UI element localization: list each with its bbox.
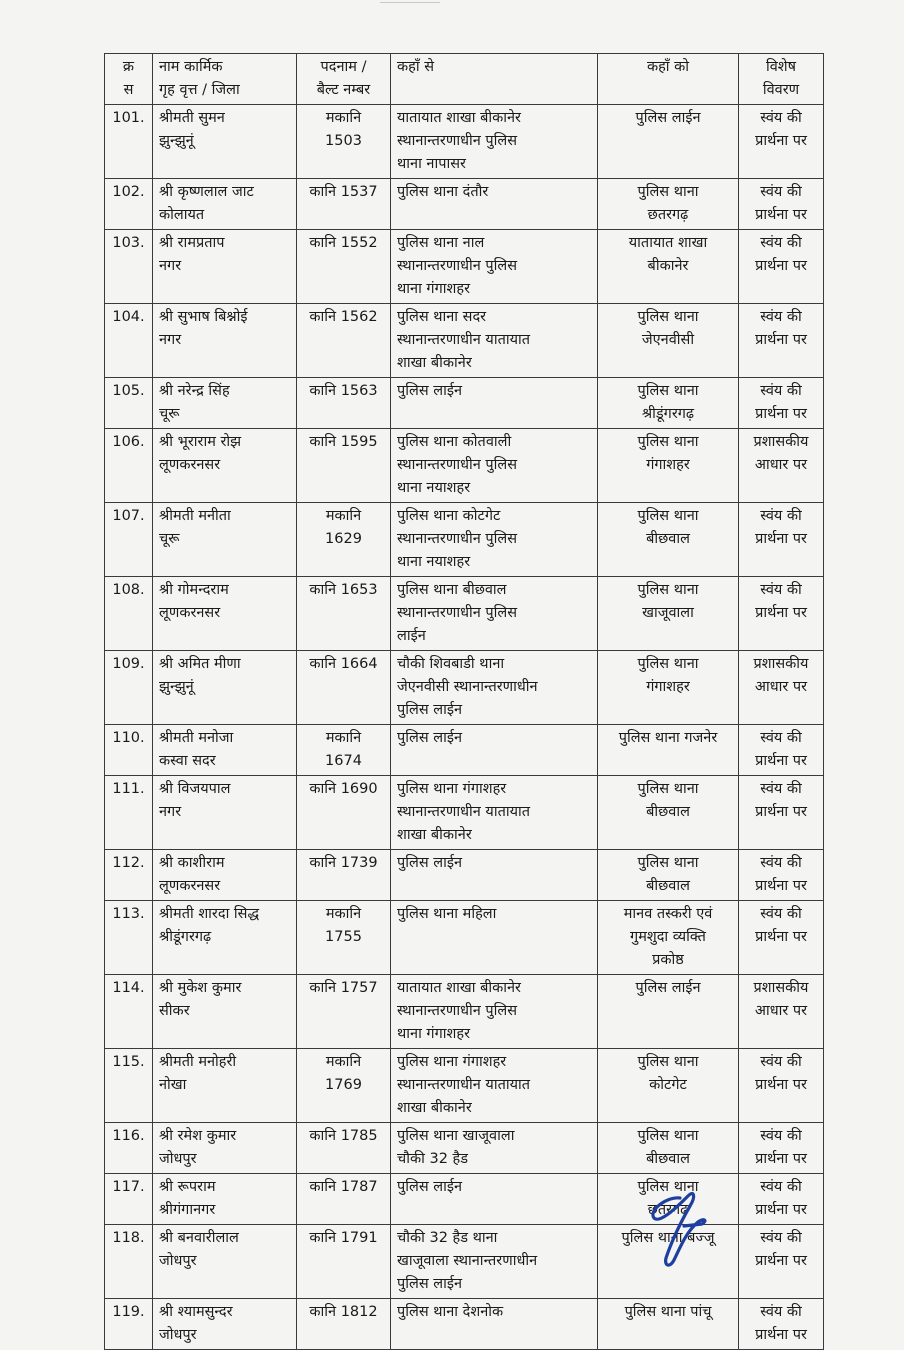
cell-remarks: स्वंय की प्रार्थना पर bbox=[739, 1225, 824, 1299]
cell-post: मकानि 1769 bbox=[297, 1049, 391, 1123]
cell-to: यातायात शाखा बीकानेर bbox=[598, 230, 739, 304]
table-row bbox=[105, 651, 824, 725]
cell-name: श्री विजयपाल नगर bbox=[153, 776, 297, 850]
cell-post: कानि 1595 bbox=[297, 429, 391, 503]
cell-to: पुलिस थाना छतरगढ़ bbox=[598, 179, 739, 230]
cell-to: पुलिस थाना जेएनवीसी bbox=[598, 304, 739, 378]
cell-from: पुलिस थाना गंगाशहर स्थानान्तरणाधीन यातायात शाखा बीकानेर bbox=[391, 1049, 598, 1123]
cell-sn: 108. bbox=[105, 577, 153, 651]
table-row bbox=[105, 179, 824, 230]
cell-sn: 115. bbox=[105, 1049, 153, 1123]
cell-sn: 113. bbox=[105, 901, 153, 975]
cell-sn: 104. bbox=[105, 304, 153, 378]
cell-remarks: प्रशासकीय आधार पर bbox=[739, 975, 824, 1049]
cell-to: पुलिस लाईन bbox=[598, 975, 739, 1049]
cell-to: पुलिस थाना गंगाशहर bbox=[598, 429, 739, 503]
cell-remarks: स्वंय की प्रार्थना पर bbox=[739, 378, 824, 429]
table-row bbox=[105, 577, 824, 651]
header-row bbox=[105, 54, 824, 105]
cell-sn: 110. bbox=[105, 725, 153, 776]
cell-name: श्रीमती मनीता चूरू bbox=[153, 503, 297, 577]
cell-name: श्री भूराराम रोझ लूणकरनसर bbox=[153, 429, 297, 503]
cell-to: पुलिस थाना कोटगेट bbox=[598, 1049, 739, 1123]
transfer-table bbox=[104, 53, 824, 1350]
cell-post: कानि 1757 bbox=[297, 975, 391, 1049]
header-remarks: विशेष विवरण bbox=[739, 54, 824, 105]
cell-to: पुलिस थाना बीछवाल bbox=[598, 1123, 739, 1174]
table-row bbox=[105, 378, 824, 429]
cell-post: कानि 1563 bbox=[297, 378, 391, 429]
cell-sn: 111. bbox=[105, 776, 153, 850]
cell-to: पुलिस थाना बीछवाल bbox=[598, 503, 739, 577]
cell-from: पुलिस थाना महिला bbox=[391, 901, 598, 975]
cell-post: कानि 1537 bbox=[297, 179, 391, 230]
cell-post: कानि 1739 bbox=[297, 850, 391, 901]
cell-sn: 117. bbox=[105, 1174, 153, 1225]
cell-remarks: स्वंय की प्रार्थना पर bbox=[739, 230, 824, 304]
cell-from: यातायात शाखा बीकानेर स्थानान्तरणाधीन पुलिस थाना नापासर bbox=[391, 105, 598, 179]
header-to: कहाँ को bbox=[598, 54, 739, 105]
cell-post: कानि 1653 bbox=[297, 577, 391, 651]
cell-name: श्री रामप्रताप नगर bbox=[153, 230, 297, 304]
cell-sn: 106. bbox=[105, 429, 153, 503]
cell-from: पुलिस थाना गंगाशहर स्थानान्तरणाधीन यातायात शाखा बीकानेर bbox=[391, 776, 598, 850]
table-row bbox=[105, 503, 824, 577]
cell-to: पुलिस थाना बज्जू bbox=[598, 1225, 739, 1299]
cell-name: श्री रमेश कुमार जोधपुर bbox=[153, 1123, 297, 1174]
cell-sn: 101. bbox=[105, 105, 153, 179]
cell-from: पुलिस थाना नाल स्थानान्तरणाधीन पुलिस थाना गंगाशहर bbox=[391, 230, 598, 304]
cell-name: श्री श्यामसुन्दर जोधपुर bbox=[153, 1299, 297, 1350]
cell-from: पुलिस लाईन bbox=[391, 378, 598, 429]
cell-name: श्री अमित मीणा झुन्झुनूं bbox=[153, 651, 297, 725]
table-row bbox=[105, 304, 824, 378]
scan-mark bbox=[380, 2, 440, 9]
cell-from: पुलिस लाईन bbox=[391, 850, 598, 901]
header-sn: क्र स bbox=[105, 54, 153, 105]
cell-post: कानि 1562 bbox=[297, 304, 391, 378]
cell-remarks: स्वंय की प्रार्थना पर bbox=[739, 725, 824, 776]
cell-name: श्री नरेन्द्र सिंह चूरू bbox=[153, 378, 297, 429]
header-from: कहाँ से bbox=[391, 54, 598, 105]
cell-name: श्री सुभाष बिश्नोई नगर bbox=[153, 304, 297, 378]
cell-remarks: प्रशासकीय आधार पर bbox=[739, 651, 824, 725]
cell-from: चौकी शिवबाडी थाना जेएनवीसी स्थानान्तरणाधीन पुलिस लाईन bbox=[391, 651, 598, 725]
table-row bbox=[105, 850, 824, 901]
cell-from: पुलिस थाना कोतवाली स्थानान्तरणाधीन पुलिस थाना नयाशहर bbox=[391, 429, 598, 503]
cell-name: श्री रूपराम श्रीगंगानगर bbox=[153, 1174, 297, 1225]
cell-to: पुलिस थाना छतरगढ़ bbox=[598, 1174, 739, 1225]
cell-name: श्रीमती मनोहरी नोखा bbox=[153, 1049, 297, 1123]
table-row bbox=[105, 776, 824, 850]
cell-post: कानि 1552 bbox=[297, 230, 391, 304]
cell-sn: 116. bbox=[105, 1123, 153, 1174]
cell-sn: 107. bbox=[105, 503, 153, 577]
cell-from: पुलिस थाना सदर स्थानान्तरणाधीन यातायात शाखा बीकानेर bbox=[391, 304, 598, 378]
table-row bbox=[105, 105, 824, 179]
cell-to: पुलिस थाना गजनेर bbox=[598, 725, 739, 776]
cell-remarks: प्रशासकीय आधार पर bbox=[739, 429, 824, 503]
cell-to: पुलिस थाना पांचू bbox=[598, 1299, 739, 1350]
cell-sn: 119. bbox=[105, 1299, 153, 1350]
cell-from: चौकी 32 हैड थाना खाजूवाला स्थानान्तरणाधीन पुलिस लाईन bbox=[391, 1225, 598, 1299]
table-row bbox=[105, 230, 824, 304]
cell-remarks: स्वंय की प्रार्थना पर bbox=[739, 1299, 824, 1350]
cell-to: पुलिस थाना खाजूवाला bbox=[598, 577, 739, 651]
cell-post: कानि 1791 bbox=[297, 1225, 391, 1299]
cell-to: पुलिस लाईन bbox=[598, 105, 739, 179]
table-row bbox=[105, 901, 824, 975]
cell-to: पुलिस थाना गंगाशहर bbox=[598, 651, 739, 725]
header-post: पदनाम / बैल्ट नम्बर bbox=[297, 54, 391, 105]
cell-post: कानि 1690 bbox=[297, 776, 391, 850]
cell-from: पुलिस थाना दंतौर bbox=[391, 179, 598, 230]
cell-from: पुलिस थाना देशनोक bbox=[391, 1299, 598, 1350]
cell-from: पुलिस थाना बीछवाल स्थानान्तरणाधीन पुलिस लाईन bbox=[391, 577, 598, 651]
cell-to: पुलिस थाना बीछवाल bbox=[598, 850, 739, 901]
cell-remarks: स्वंय की प्रार्थना पर bbox=[739, 105, 824, 179]
cell-name: श्रीमती सुमन झुन्झुनूं bbox=[153, 105, 297, 179]
cell-post: मकानि 1629 bbox=[297, 503, 391, 577]
cell-sn: 109. bbox=[105, 651, 153, 725]
cell-remarks: स्वंय की प्रार्थना पर bbox=[739, 304, 824, 378]
cell-post: कानि 1664 bbox=[297, 651, 391, 725]
table-row bbox=[105, 725, 824, 776]
table-row bbox=[105, 1299, 824, 1350]
cell-post: कानि 1787 bbox=[297, 1174, 391, 1225]
cell-from: पुलिस थाना कोटगेट स्थानान्तरणाधीन पुलिस थाना नयाशहर bbox=[391, 503, 598, 577]
cell-remarks: स्वंय की प्रार्थना पर bbox=[739, 179, 824, 230]
cell-from: पुलिस थाना खाजूवाला चौकी 32 हैड bbox=[391, 1123, 598, 1174]
cell-sn: 112. bbox=[105, 850, 153, 901]
table-row bbox=[105, 429, 824, 503]
cell-to: पुलिस थाना श्रीडूंगरगढ़ bbox=[598, 378, 739, 429]
cell-remarks: स्वंय की प्रार्थना पर bbox=[739, 850, 824, 901]
cell-name: श्री गोमन्दराम लूणकरनसर bbox=[153, 577, 297, 651]
cell-post: कानि 1785 bbox=[297, 1123, 391, 1174]
cell-name: श्रीमती शारदा सिद्ध श्रीडूंगरगढ़ bbox=[153, 901, 297, 975]
cell-remarks: स्वंय की प्रार्थना पर bbox=[739, 1174, 824, 1225]
table-row bbox=[105, 1123, 824, 1174]
table-row bbox=[105, 975, 824, 1049]
cell-sn: 102. bbox=[105, 179, 153, 230]
cell-sn: 105. bbox=[105, 378, 153, 429]
header-name: नाम कार्मिक गृह वृत्त / जिला bbox=[153, 54, 297, 105]
cell-from: पुलिस लाईन bbox=[391, 1174, 598, 1225]
table-row bbox=[105, 1049, 824, 1123]
cell-remarks: स्वंय की प्रार्थना पर bbox=[739, 1123, 824, 1174]
cell-post: मकानि 1674 bbox=[297, 725, 391, 776]
cell-post: मकानि 1755 bbox=[297, 901, 391, 975]
cell-post: मकानि 1503 bbox=[297, 105, 391, 179]
cell-from: यातायात शाखा बीकानेर स्थानान्तरणाधीन पुलिस थाना गंगाशहर bbox=[391, 975, 598, 1049]
cell-to: पुलिस थाना बीछवाल bbox=[598, 776, 739, 850]
cell-name: श्री कृष्णलाल जाट कोलायत bbox=[153, 179, 297, 230]
cell-remarks: स्वंय की प्रार्थना पर bbox=[739, 577, 824, 651]
cell-post: कानि 1812 bbox=[297, 1299, 391, 1350]
cell-to: मानव तस्करी एवं गुमशुदा व्यक्ति प्रकोष्ठ bbox=[598, 901, 739, 975]
cell-from: पुलिस लाईन bbox=[391, 725, 598, 776]
cell-name: श्री बनवारीलाल जोधपुर bbox=[153, 1225, 297, 1299]
cell-remarks: स्वंय की प्रार्थना पर bbox=[739, 901, 824, 975]
cell-name: श्री मुकेश कुमार सीकर bbox=[153, 975, 297, 1049]
cell-remarks: स्वंय की प्रार्थना पर bbox=[739, 776, 824, 850]
cell-remarks: स्वंय की प्रार्थना पर bbox=[739, 503, 824, 577]
cell-name: श्रीमती मनोजा कस्वा सदर bbox=[153, 725, 297, 776]
cell-sn: 103. bbox=[105, 230, 153, 304]
cell-remarks: स्वंय की प्रार्थना पर bbox=[739, 1049, 824, 1123]
cell-sn: 118. bbox=[105, 1225, 153, 1299]
signature bbox=[638, 1188, 718, 1270]
cell-sn: 114. bbox=[105, 975, 153, 1049]
cell-name: श्री काशीराम लूणकरनसर bbox=[153, 850, 297, 901]
